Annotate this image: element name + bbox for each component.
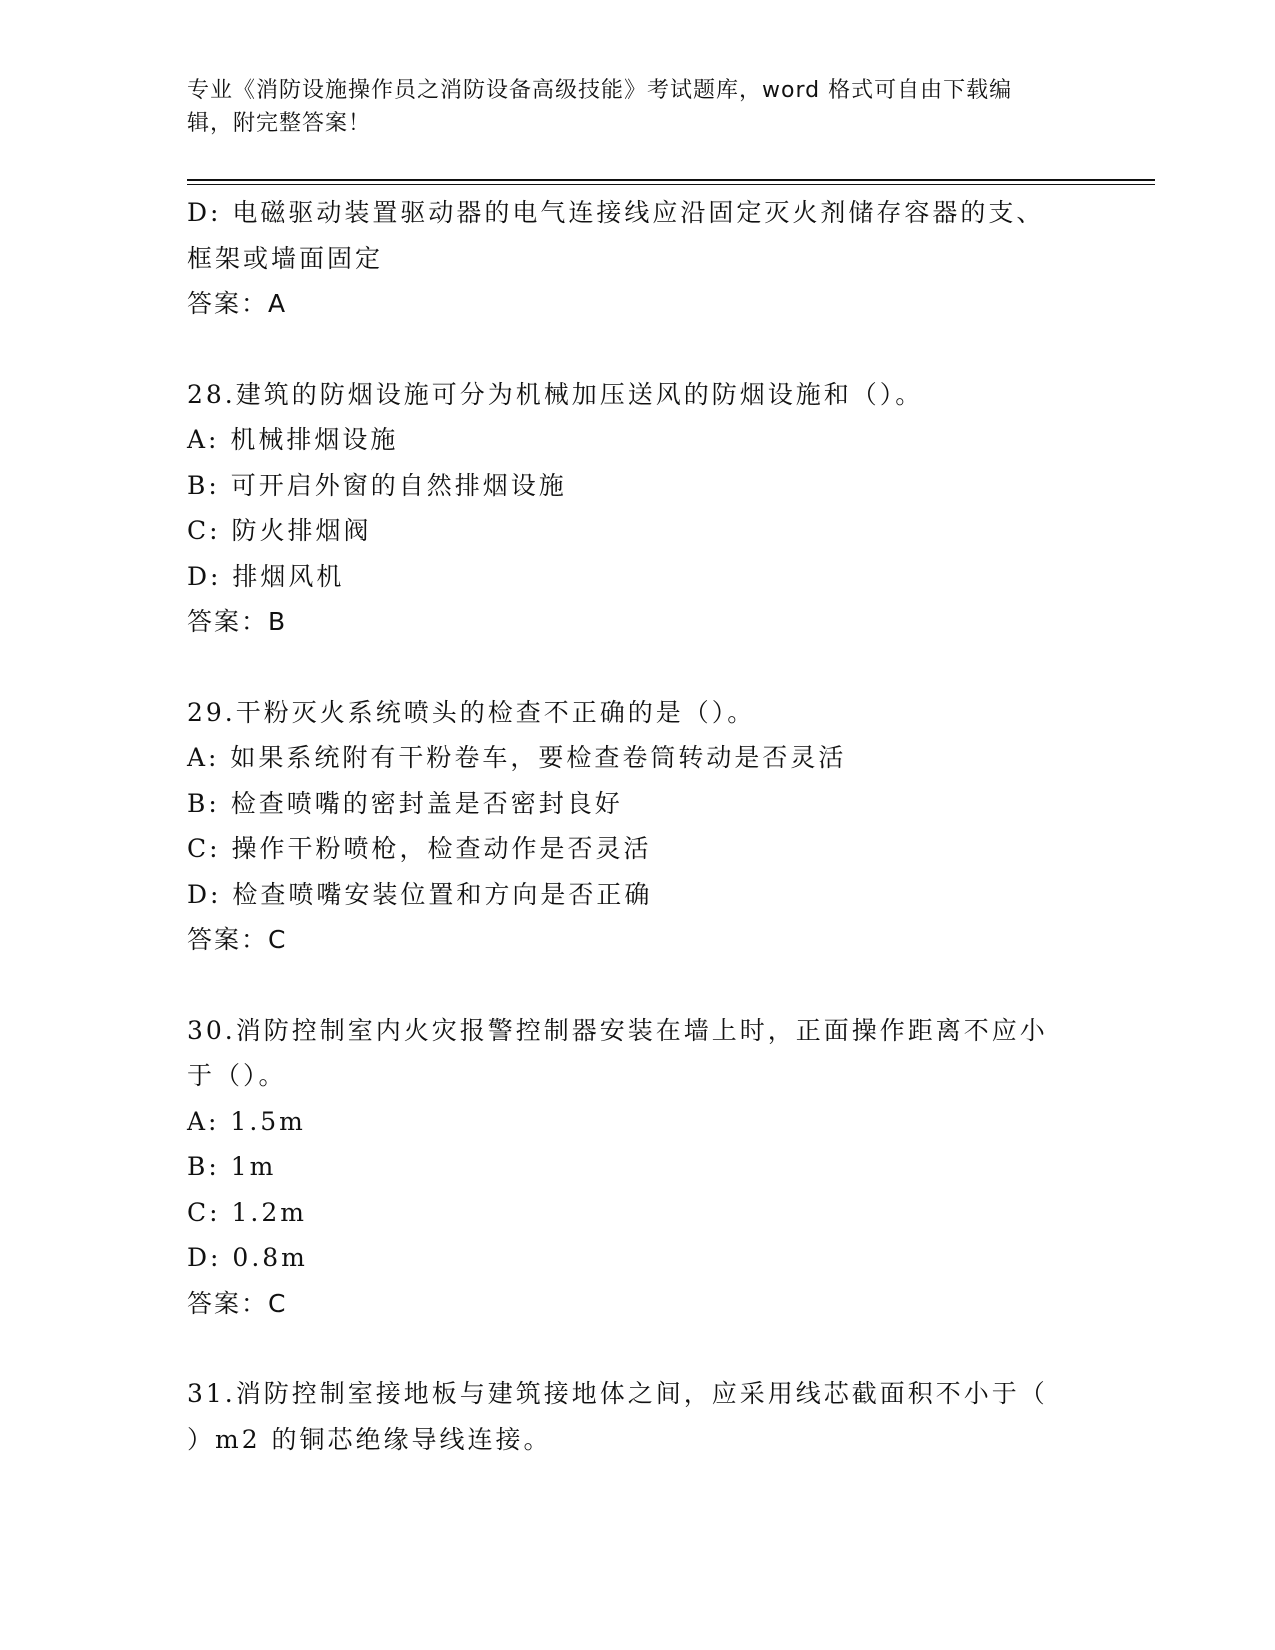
question-29 — [187, 690, 1087, 963]
option-b: B: 1m — [187, 1152, 277, 1181]
option-d-continued: 框架或墙面固定 — [187, 243, 384, 273]
answer: 答案：A — [187, 289, 288, 318]
option-a: A: 1.5m — [187, 1106, 306, 1136]
option-b: B: 检查喷嘴的密封盖是否密封良好 — [187, 788, 623, 818]
question-stem-continued: ）m2 的铜芯绝缘导线连接。 — [187, 1424, 552, 1454]
answer: 答案：B — [187, 607, 288, 636]
option-d: D: 检查喷嘴安装位置和方向是否正确 — [187, 879, 653, 909]
header-divider — [187, 179, 1155, 181]
option-d: D: 电磁驱动装置驱动器的电气连接线应沿固定灭火剂储存容器的支、 — [187, 198, 1045, 227]
question-28 — [187, 372, 1087, 645]
previous-question — [187, 190, 1087, 327]
document-header — [187, 74, 1087, 140]
question-stem: 28.建筑的防烟设施可分为机械加压送风的防烟设施和（）。 — [187, 379, 924, 409]
header-line-2: 辑，附完整答案！ — [187, 111, 372, 136]
question-stem: 30.消防控制室内火灾报警控制器安装在墙上时，正面操作距离不应小 — [187, 1015, 1048, 1045]
answer: 答案：C — [187, 1288, 288, 1318]
question-list — [187, 190, 1087, 1462]
question-stem: 31.消防控制室接地板与建筑接地体之间，应采用线芯截面积不小于（ — [187, 1379, 1048, 1408]
option-b: B: 可开启外窗的自然排烟设施 — [187, 470, 567, 500]
option-a: A: 机械排烟设施 — [187, 425, 399, 454]
option-a: A: 如果系统附有干粉卷车，要检查卷筒转动是否灵活 — [187, 743, 847, 772]
option-c: C: 操作干粉喷枪，检查动作是否灵活 — [187, 834, 652, 863]
question-30 — [187, 1008, 1087, 1327]
option-c: C: 防火排烟阀 — [187, 516, 372, 545]
question-31 — [187, 1371, 1087, 1462]
option-d: D: 0.8m — [187, 1243, 308, 1272]
option-d: D: 排烟风机 — [187, 561, 345, 591]
header-line-1: 专业《消防设施操作员之消防设备高级技能》考试题库，word 格式可自由下载编 — [187, 78, 1013, 103]
question-stem: 29.干粉灭火系统喷头的检查不正确的是（）。 — [187, 697, 756, 727]
question-stem-continued: 于（）。 — [187, 1061, 287, 1090]
header-divider-thin — [187, 184, 1155, 185]
option-c: C: 1.2m — [187, 1197, 307, 1227]
answer: 答案：C — [187, 925, 288, 954]
